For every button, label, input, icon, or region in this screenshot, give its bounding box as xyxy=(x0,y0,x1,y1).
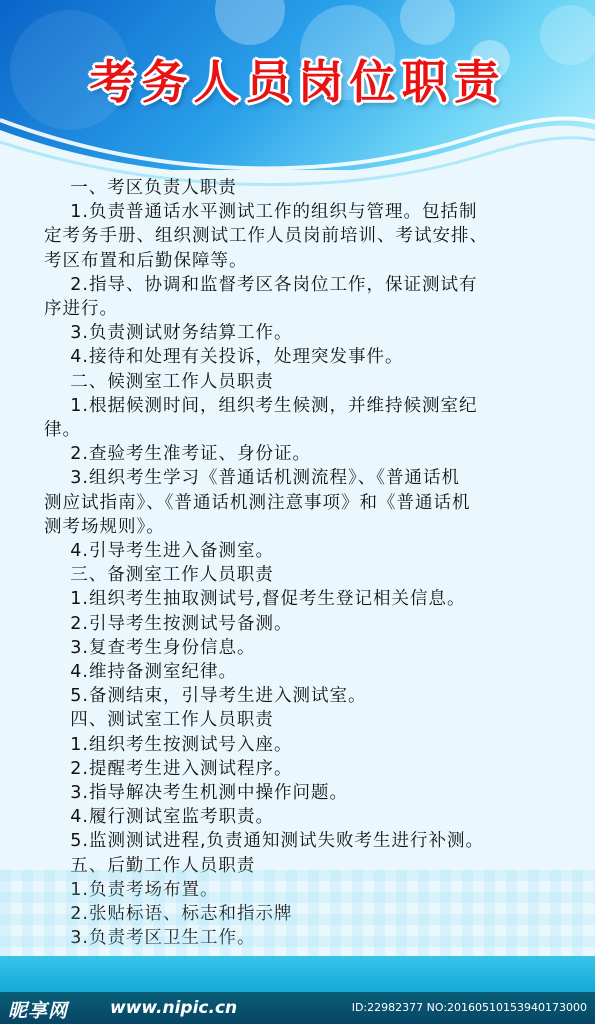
page-title: 考务人员岗位职责 xyxy=(89,55,506,109)
text-line: 2.指导、协调和监督考区各岗位工作，保证测试有 xyxy=(44,274,478,295)
text-line: 一、考区负责人职责 xyxy=(44,178,237,198)
watermark-id: ID:22982377 NO:20160510153940173000 xyxy=(351,1001,587,1014)
text-line: 三、备测室工作人员职责 xyxy=(44,565,274,586)
text-line: 4.接待和处理有关投诉，处理突发事件。 xyxy=(44,347,404,368)
text-line: 3.负责测试财务结算工作。 xyxy=(44,323,293,344)
text-line: 四、测试室工作人员职责 xyxy=(44,710,274,731)
text-line: 1.负责普通话水平测试工作的组织与管理。包括制 xyxy=(44,202,478,223)
decorative-bubble xyxy=(215,0,285,45)
text-line: 1.根据候测时间，组织考生候测，并维持候测室纪 xyxy=(44,395,478,416)
text-line: 5.备测结束，引导考生进入测试室。 xyxy=(44,686,367,707)
text-line: 3.复查考生身份信息。 xyxy=(44,637,256,658)
text-line: 定考务手册、组织测试工作人员岗前培训、考试安排、 xyxy=(44,226,488,247)
watermark-logo: 昵享网 xyxy=(8,1000,69,1022)
text-line: 3.负责考区卫生工作。 xyxy=(44,928,256,949)
text-line: 考区布置和后勤保障等。 xyxy=(44,250,248,271)
text-line: 1.组织考生抽取测试号,督促考生登记相关信息。 xyxy=(44,589,466,610)
text-line: 4.维持备测室纪律。 xyxy=(44,662,237,683)
decorative-bubble xyxy=(400,0,455,45)
text-line: 2.查验考生准考证、身份证。 xyxy=(44,444,311,465)
text-line: 2.张贴标语、标志和指示牌 xyxy=(44,904,293,925)
duties-text xyxy=(44,176,584,951)
text-line: 2.引导考生按测试号备测。 xyxy=(44,613,293,634)
text-line: 二、候测室工作人员职责 xyxy=(44,371,274,392)
text-line: 3.指导解决考生机测中操作问题。 xyxy=(44,783,348,804)
text-line: 5.监测测试进程,负责通知测试失败考生进行补测。 xyxy=(44,831,485,852)
text-line: 2.提醒考生进入测试程序。 xyxy=(44,758,293,779)
text-line: 4.引导考生进入备测室。 xyxy=(44,541,274,562)
text-line: 律。 xyxy=(44,420,81,441)
text-line: 五、后勤工作人员职责 xyxy=(44,855,256,876)
text-line: 测考场规则》。 xyxy=(44,516,165,537)
watermark-url: www.nipic.cn xyxy=(110,998,238,1018)
text-line: 1.组织考生按测试号入座。 xyxy=(44,734,293,755)
text-line: 3.组织考生学习《普通话机测流程》、《普通话机 xyxy=(44,468,460,489)
text-line: 测应试指南》、《普通话机测注意事项》和《普通话机 xyxy=(44,492,471,513)
text-line: 1.负责考场布置。 xyxy=(44,879,219,900)
text-line: 序进行。 xyxy=(44,299,118,320)
decorative-squares xyxy=(0,870,595,960)
text-line: 4.履行测试室监考职责。 xyxy=(44,807,274,828)
